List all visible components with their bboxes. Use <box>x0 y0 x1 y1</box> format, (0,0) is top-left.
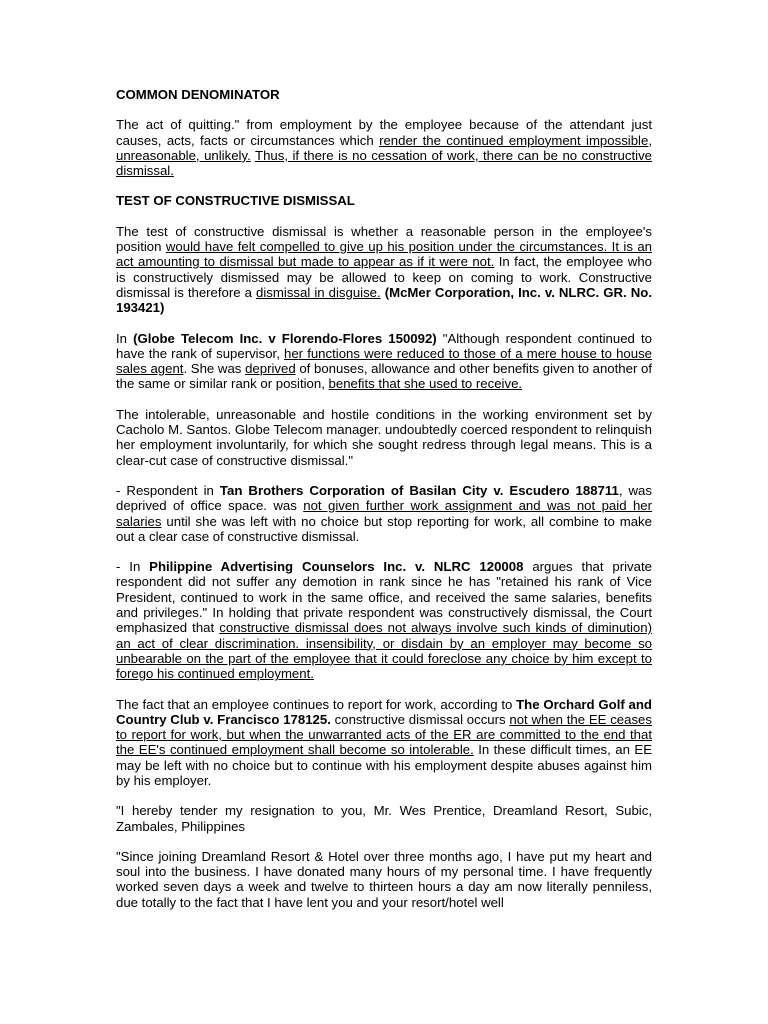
underlined-text: her functions were reduced to those of a mere house to house sales agent <box>116 345 652 377</box>
text-run: In these difficult times, an EE may be left with no choice but to continue with his employment despite abuses against him by his employer. <box>116 742 652 788</box>
text-run: "Since joining Dreamland Resort & Hotel over three months ago, I have put my heart and soul into the business. I have donated many hours of my personal time. I have frequently worked seven days a week and twelve to thirteen hours a day am now literally penniless, due totally to the fact that I have lent you and your resort/hotel well <box>116 848 652 910</box>
text-run: - In <box>116 559 150 575</box>
paragraph-since-joining <box>116 849 652 910</box>
text-run: . She was <box>183 361 246 377</box>
paragraph-resignation <box>116 803 652 834</box>
text-run: The fact that an employee continues to report for work, according to <box>116 696 517 712</box>
paragraph-tan-brothers <box>116 483 652 544</box>
document-page <box>116 87 652 910</box>
paragraph-philippine-advertising <box>116 559 652 681</box>
underlined-text: benefits that she used to receive. <box>328 376 523 392</box>
underlined-text: constructive dismissal does not always involve such kinds of diminution) an act of clear discrimination. insensibility, or disdain by an employer may become so unbearable on the part of the employee that it could foreclose any choice by him except to forego his continued employment. <box>116 620 652 682</box>
paragraph-intolerable-conditions <box>116 407 652 468</box>
paragraph-act-of-quitting <box>116 117 652 178</box>
paragraph-test <box>116 224 652 316</box>
text-run: In fact, the employee who is constructively dismissed may be allowed to keep on coming to work. Constructive dismissal is therefore a <box>116 254 652 300</box>
underlined-text: not given further work assignment and was not paid her salaries <box>116 498 652 529</box>
underlined-text: would have felt compelled to give up his position under the circumstances. It is an act amounting to dismissal but made to appear as if it were not. <box>116 239 652 270</box>
text-run: argues that private respondent did not suffer any demotion in rank since he has "retained his rank of Vice President, continued to work in the same office, and received the same salaries, benefits and privileges." In holding that private respondent was constructively dismissal, the Court emphasized that <box>116 559 652 636</box>
text-run: The intolerable, unreasonable and hostile conditions in the working environment set by Cacholo M. Santos. Globe Telecom manager. undoubtedly coerced respondent to relinquish her employment involuntarily, for which she sought redress through legal means. This is a clear-cut case of constructive dismissal." <box>116 406 652 468</box>
paragraph-globe-telecom <box>116 331 652 392</box>
underlined-text: not when the EE ceases to report for work, but when the unwarranted acts of the ER are committed to the end that the EE's continued employment shall become so intolerable. <box>116 711 652 758</box>
case-citation: Philippine Advertising Counselors Inc. v. NLRC 120008 <box>149 559 524 575</box>
underlined-text: render the continued employment impossible, unreasonable, unlikely. <box>116 132 652 163</box>
underlined-text: deprived <box>245 361 296 377</box>
case-citation: (McMer Corporation, Inc. v. NLRC. GR. No. 193421) <box>116 284 652 316</box>
text-run: The act of quitting." from employment by the employee because of the attendant just causes, acts, facts or circumstances which <box>116 117 652 148</box>
text-run: In <box>116 330 134 346</box>
text-run: , was deprived of office space. was <box>116 482 652 514</box>
heading-test-of-constructive-dismissal: TEST OF CONSTRUCTIVE DISMISSAL <box>116 193 355 209</box>
text-run: The test of constructive dismissal is whether a reasonable person in the employee's position <box>116 223 652 255</box>
text-run: - Respondent in <box>116 482 220 498</box>
heading-common-denominator: COMMON DENOMINATOR <box>116 87 280 102</box>
text-run: until she was left with no choice but stop reporting for work, all combine to make out a clear case of constructive dismissal. <box>116 513 652 544</box>
paragraph-orchard-golf <box>116 697 652 789</box>
case-citation: Tan Brothers Corporation of Basilan City v. Escudero 188711 <box>219 482 619 498</box>
underlined-text: dismissal in disguise. <box>256 284 381 300</box>
case-citation: (Globe Telecom Inc. v Florendo-Flores 150092) <box>133 330 437 346</box>
text-run: "Although respondent continued to have the rank of supervisor, <box>116 330 652 361</box>
text-run: "I hereby tender my resignation to you, Mr. Wes Prentice, Dreamland Resort, Subic, Zambales, Philippines <box>116 803 652 834</box>
case-citation: The Orchard Golf and Country Club v. Francisco 178125. <box>116 696 652 727</box>
underlined-text: Thus, if there is no cessation of work, there can be no constructive dismissal. <box>116 147 652 179</box>
text-run: constructive dismissal occurs <box>330 711 510 727</box>
text-run: of bonuses, allowance and other benefits given to another of the same or similar rank or position, <box>116 361 653 392</box>
